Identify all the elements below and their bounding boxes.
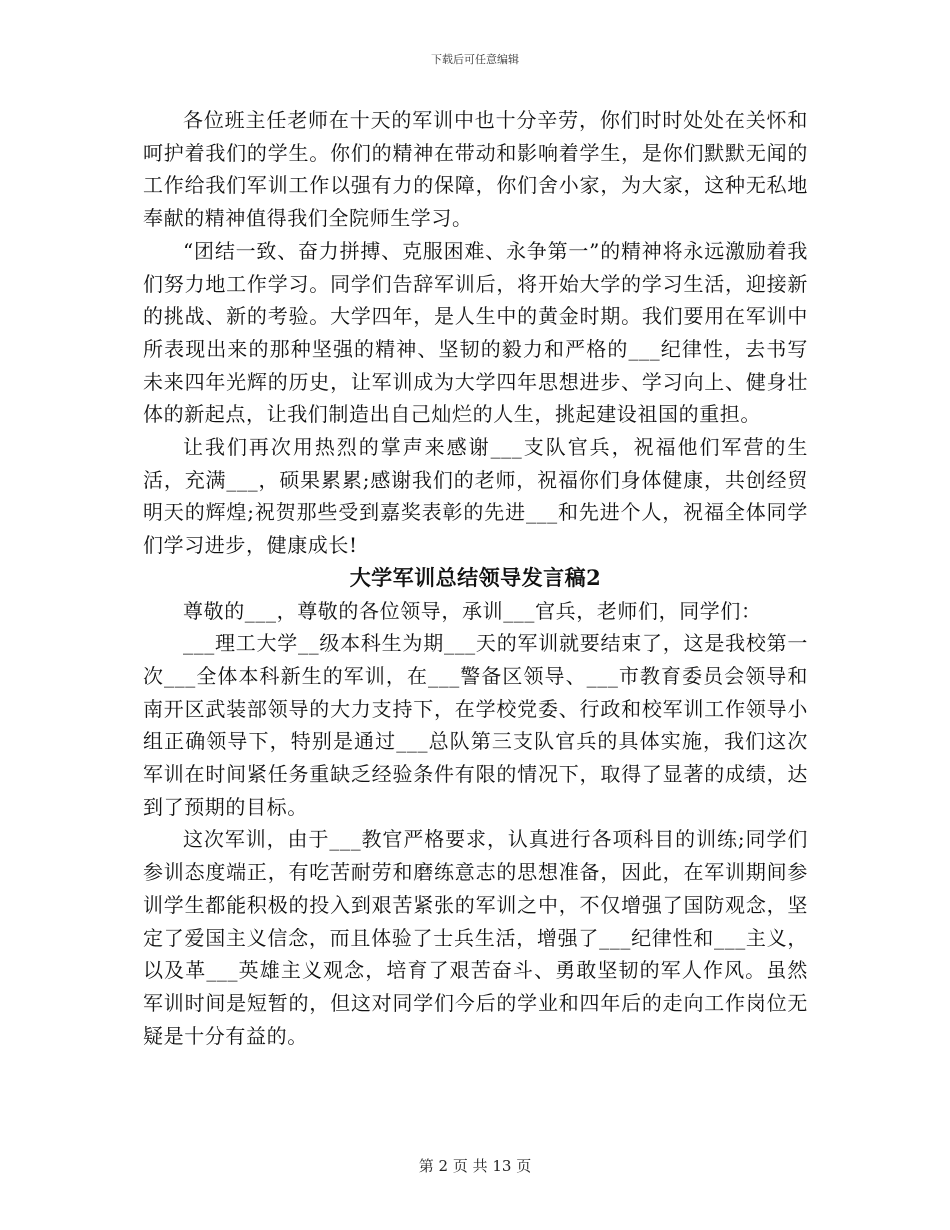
page-header-note: 下载后可任意编辑 [431, 53, 519, 66]
paragraph-head-teachers-thanks: 各位班主任老师在十天的军训中也十分辛劳，你们时时处处在关怀和呵护着我们的学生。你们的精神在带动和影响着学生，是你们默默无闻的工作给我们军训工作以强有力的保障，你们舍小家，为大家，这种无私地奉献的精神值得我们全院师生学习。 [143, 108, 808, 231]
section-title: 大学军训总结领导发言稿2 [349, 564, 602, 590]
paragraph-training-results: 这次军训，由于___教官严格要求，认真进行各项科目的训练;同学们参训态度端正，有吃苦耐劳和磨练意志的思想准备，因此，在军训期间参训学生都能积极的投入到艰苦紧张的军训之中，不仅增强了国防观念，坚定了爱国主义信念，而且体验了士兵生活，增强了___纪律性和___主义，以及革___英雄主义观念，培育了艰苦奋斗、勇敢坚韧的军人作风。虽然军训时间是短暂的，但这对同学们今后的学业和四年后的走向工作岗位无疑是十分有益的。 [143, 827, 808, 1048]
paragraph-spirit-unity: “团结一致、奋力拼搏、克服困难、永争第一”的精神将永远激励着我们努力地工作学习。同学们告辞军训后，将开始大学的学习生活，迎接新的挑战、新的考验。大学四年，是人生中的黄金时期。我们要用在军训中所表现出来的那种坚强的精神、坚韧的毅力和严格的___纪律性，去书写未来四年光辉的历史，让军训成为大学四年思想进步、学习向上、健身壮体的新起点，让我们制造出自己灿烂的人生，挑起建设祖国的重担。 [143, 238, 808, 427]
document-body [143, 104, 808, 1052]
paragraph-salutation: 尊敬的___，尊敬的各位领导，承训___官兵，老师们，同学们： [183, 598, 762, 623]
page-number: 第 2 页 共 13 页 [418, 1157, 532, 1175]
paragraph-training-ending: ___理工大学__级本科生为期___天的军训就要结束了，这是我校第一次___全体本科新生的军训，在___警备区领导、___市教育委员会领导和南开区武装部领导的大力支持下，在学校党委、行政和校军训工作领导小组正确领导下，特别是通过___总队第三支队官兵的具体实施，我们这次军训在时间紧任务重缺乏经验条件有限的情况下，取得了显著的成绩，达到了预期的目标。 [143, 631, 808, 819]
paragraph-applause-thanks: 让我们再次用热烈的掌声来感谢___支队官兵，祝福他们军营的生活，充满___，硕果累累;感谢我们的老师，祝福你们身体健康，共创经贸明天的辉煌;祝贺那些受到嘉奖表彰的先进___和先进个人，祝福全体同学们学习进步，健康成长! [143, 435, 808, 558]
